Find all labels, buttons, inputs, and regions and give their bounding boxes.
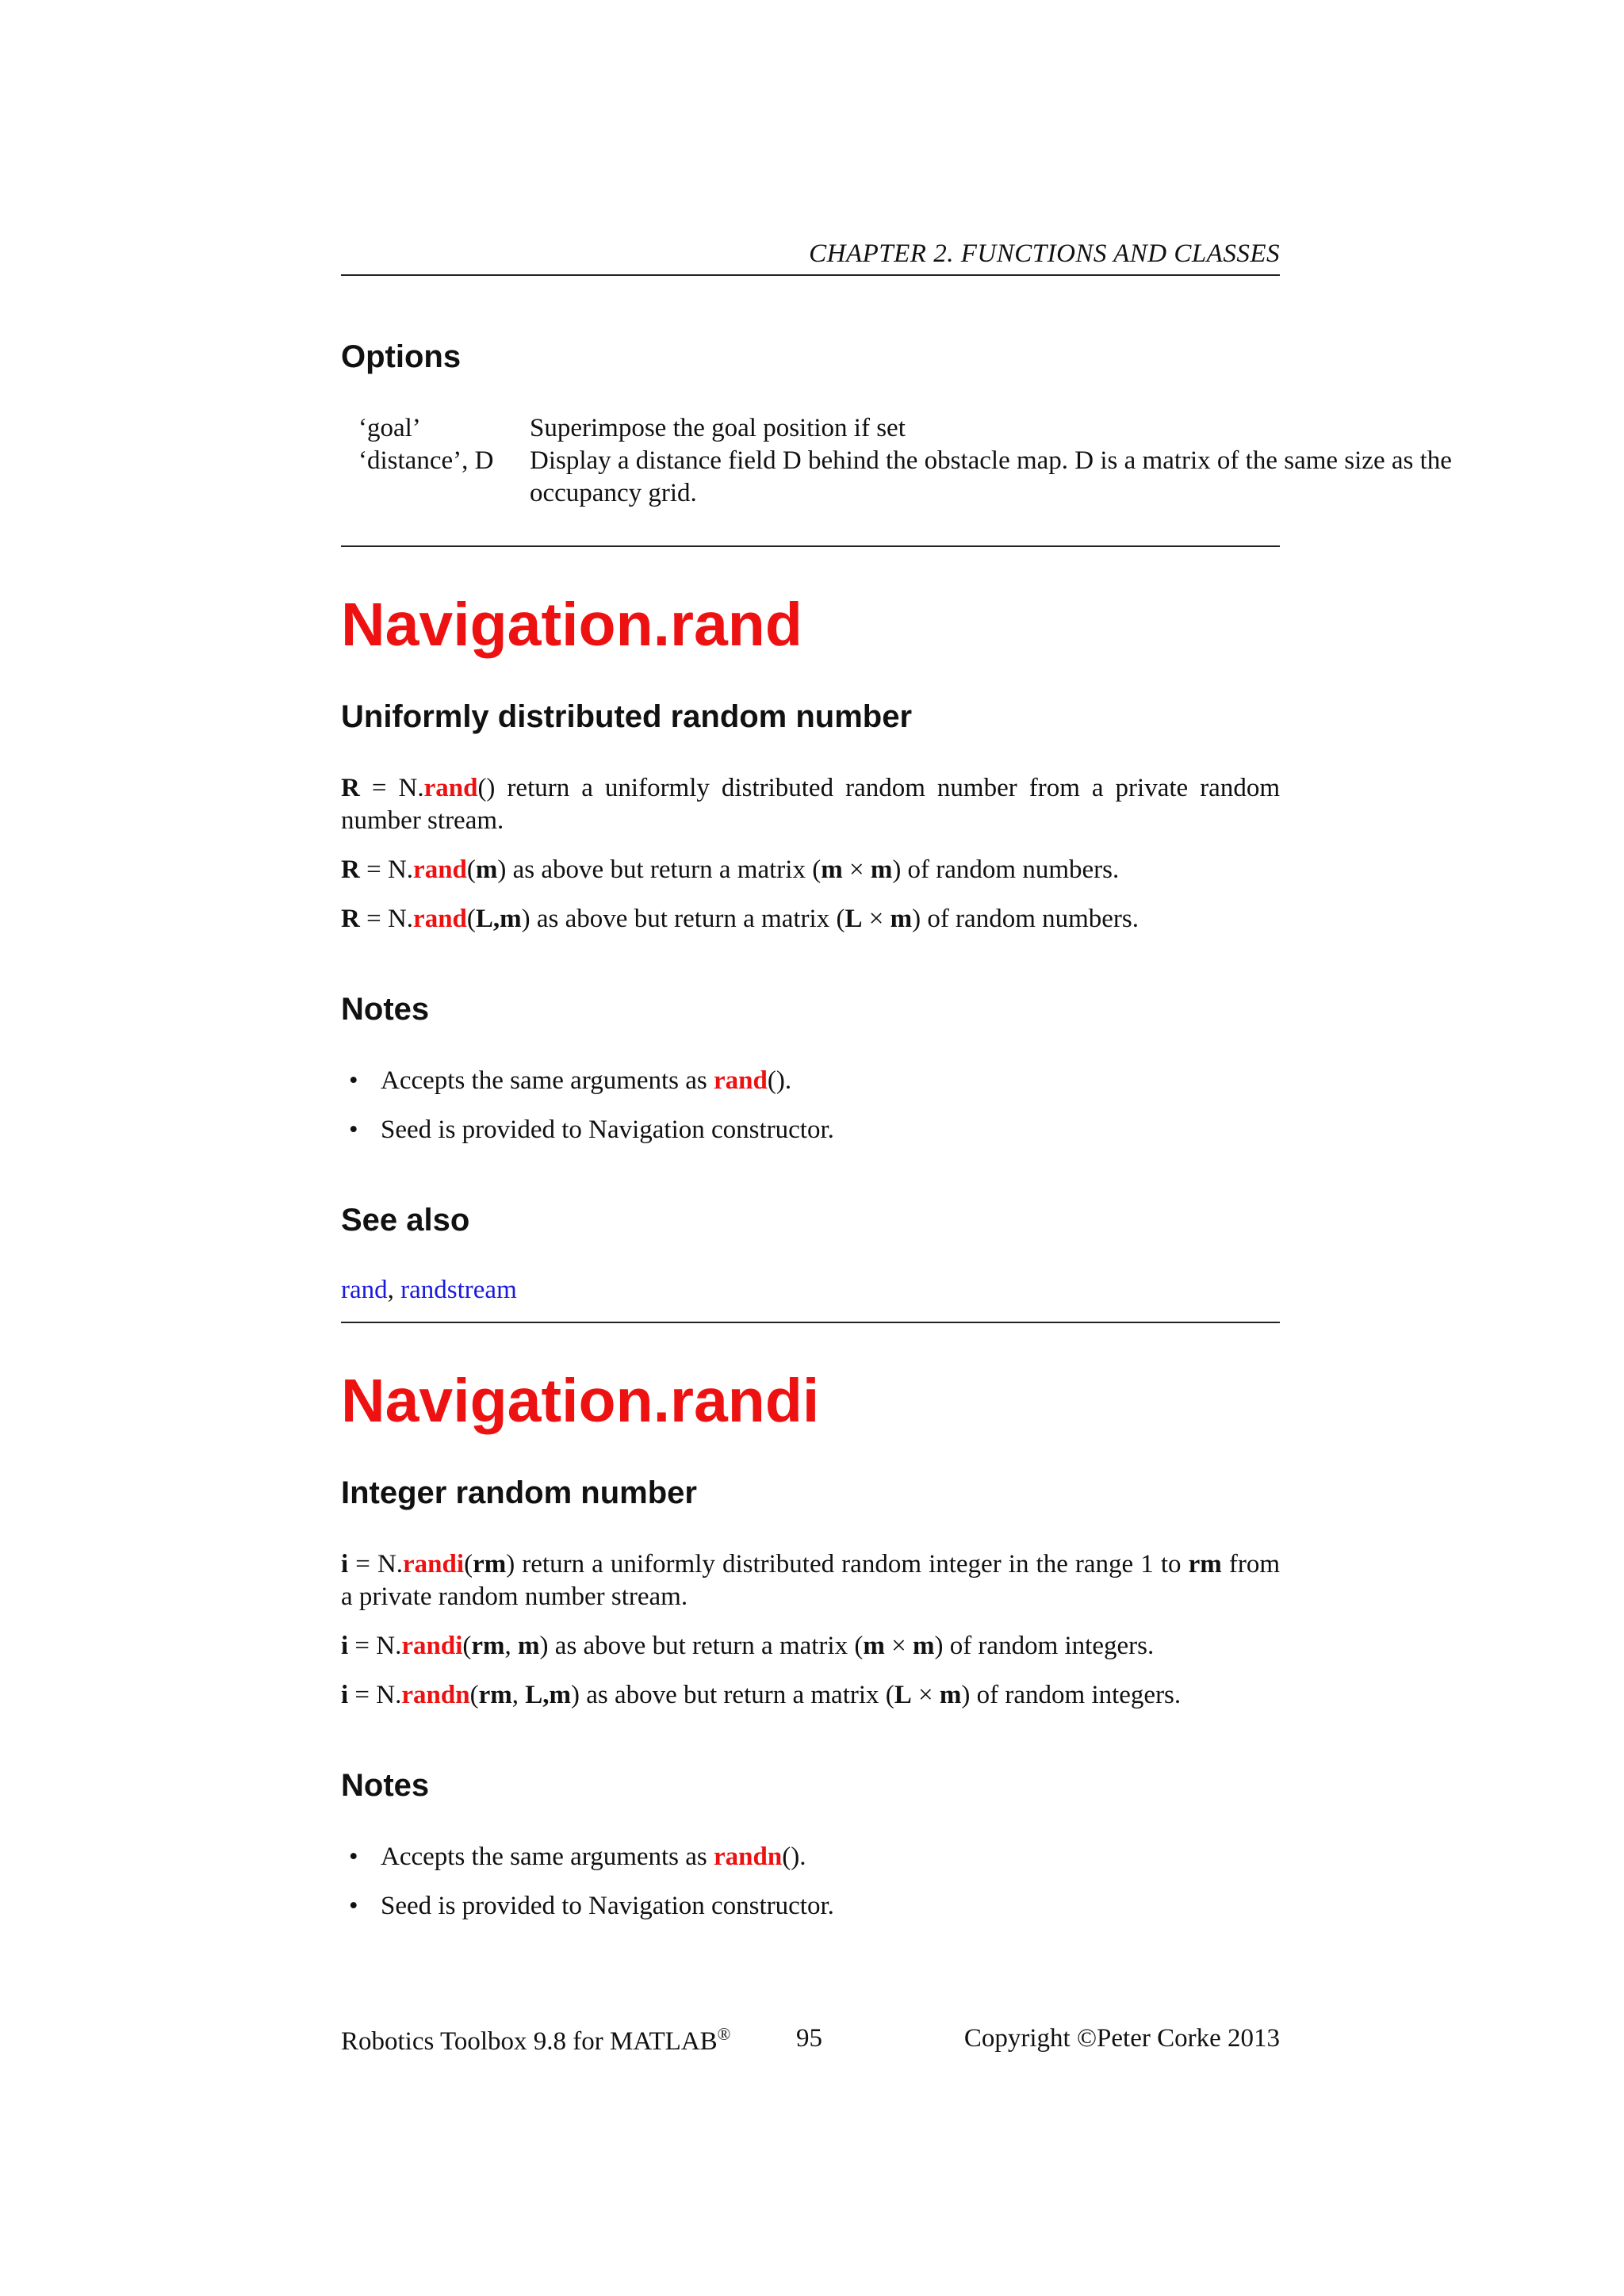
text: ) bbox=[539, 1632, 549, 1660]
paragraph-randi-3 bbox=[341, 1679, 1280, 1712]
text: × bbox=[862, 905, 891, 933]
text: Seed is provided to Navigation constructor. bbox=[381, 1115, 834, 1144]
text: ) of random numbers. bbox=[912, 905, 1139, 933]
text: = N. bbox=[359, 905, 414, 933]
arg: m bbox=[870, 855, 893, 884]
return-var: i bbox=[341, 1632, 349, 1660]
section-rule bbox=[341, 545, 1280, 547]
text: Accepts the same arguments as bbox=[381, 1843, 714, 1871]
options-table bbox=[358, 412, 1465, 510]
running-head: CHAPTER 2. FUNCTIONS AND CLASSES bbox=[809, 239, 1280, 268]
arg: rm bbox=[1188, 1550, 1222, 1578]
bullet-icon: • bbox=[349, 1892, 358, 1920]
document-page bbox=[341, 0, 1452, 2296]
text: , bbox=[387, 1276, 401, 1304]
paragraph-rand-2 bbox=[341, 854, 1280, 886]
section-subtitle-randi: Integer random number bbox=[341, 1475, 697, 1510]
header-rule bbox=[341, 274, 1280, 276]
arg: rm bbox=[471, 1632, 505, 1660]
paragraph-rand-3 bbox=[341, 903, 1280, 936]
text: , bbox=[511, 1681, 526, 1709]
arg: m bbox=[890, 905, 913, 933]
text: ) bbox=[497, 855, 507, 884]
notes-heading-rand: Notes bbox=[341, 992, 430, 1027]
text: as above but return a matrix ( bbox=[579, 1681, 894, 1709]
text: Robotics Toolbox 9.8 for MATLAB bbox=[341, 2027, 718, 2056]
link-rand[interactable]: rand bbox=[341, 1276, 388, 1304]
note-item bbox=[349, 1841, 806, 1873]
page-number: 95 bbox=[796, 2024, 822, 2053]
see-also-links bbox=[341, 1276, 517, 1305]
link-randstream[interactable]: randstream bbox=[400, 1276, 517, 1304]
arg: m bbox=[912, 1632, 935, 1660]
text: ( bbox=[469, 1681, 479, 1709]
text: ( bbox=[462, 1632, 472, 1660]
text: = N. bbox=[348, 1632, 402, 1660]
text: () bbox=[477, 774, 496, 802]
text: ) bbox=[521, 905, 530, 933]
section-rule bbox=[341, 1322, 1280, 1323]
function-name: randn bbox=[401, 1681, 470, 1709]
return-var: R bbox=[341, 774, 360, 802]
bullet-icon: • bbox=[349, 1843, 358, 1871]
function-name: rand bbox=[413, 855, 467, 884]
text: ( bbox=[466, 905, 476, 933]
arg: m bbox=[518, 1632, 540, 1660]
text: ) bbox=[570, 1681, 580, 1709]
arg: L bbox=[845, 905, 863, 933]
arg: m bbox=[863, 1632, 885, 1660]
arg: L,m bbox=[475, 905, 522, 933]
paragraph-randi-2 bbox=[341, 1630, 1280, 1663]
text: ) bbox=[506, 1550, 515, 1578]
text: ( bbox=[466, 855, 476, 884]
text: return a uniformly distributed random integer in the range 1 to bbox=[515, 1550, 1189, 1578]
text: , bbox=[504, 1632, 519, 1660]
return-var: i bbox=[341, 1681, 349, 1709]
text: (). bbox=[767, 1066, 792, 1095]
function-name: rand bbox=[714, 1066, 768, 1095]
function-name: randn bbox=[714, 1843, 783, 1871]
bullet-icon: • bbox=[349, 1115, 358, 1144]
text: = N. bbox=[359, 855, 414, 884]
text: as above but return a matrix ( bbox=[548, 1632, 864, 1660]
section-title-randi: Navigation.randi bbox=[341, 1367, 820, 1435]
see-also-heading: See also bbox=[341, 1203, 470, 1238]
text: Seed is provided to Navigation constructor. bbox=[381, 1892, 834, 1920]
option-row-distance bbox=[358, 445, 1465, 510]
arg: L bbox=[894, 1681, 912, 1709]
arg: L,m bbox=[525, 1681, 571, 1709]
option-key: ‘goal’ bbox=[358, 414, 421, 442]
text: return a uniformly distributed random number from a private random number stream. bbox=[341, 774, 1280, 835]
option-key: ‘distance’, D bbox=[358, 446, 494, 475]
arg: m bbox=[939, 1681, 962, 1709]
return-var: R bbox=[341, 905, 360, 933]
text: ) of random integers. bbox=[934, 1632, 1155, 1660]
arg: m bbox=[475, 855, 498, 884]
return-var: R bbox=[341, 855, 360, 884]
footer-copyright: Copyright ©Peter Corke 2013 bbox=[963, 2024, 1280, 2053]
function-name: rand bbox=[413, 905, 467, 933]
text: ( bbox=[464, 1550, 473, 1578]
function-name: rand bbox=[423, 774, 478, 802]
note-item bbox=[349, 1114, 834, 1146]
arg: rm bbox=[478, 1681, 512, 1709]
text: × bbox=[884, 1632, 913, 1660]
arg: m bbox=[821, 855, 843, 884]
text: as above but return a matrix ( bbox=[530, 905, 845, 933]
section-title-rand: Navigation.rand bbox=[341, 591, 802, 659]
text: ) of random integers. bbox=[961, 1681, 1182, 1709]
bullet-icon: • bbox=[349, 1066, 358, 1095]
arg: rm bbox=[473, 1550, 507, 1578]
function-name: randi bbox=[403, 1550, 465, 1578]
text: as above but return a matrix ( bbox=[506, 855, 822, 884]
footer-title bbox=[341, 2024, 730, 2057]
registered-mark: ® bbox=[717, 2024, 731, 2044]
notes-heading-randi: Notes bbox=[341, 1768, 430, 1803]
return-var: i bbox=[341, 1550, 349, 1578]
text: = N. bbox=[348, 1550, 404, 1578]
function-name: randi bbox=[401, 1632, 463, 1660]
text: = N. bbox=[359, 774, 424, 802]
text: × bbox=[911, 1681, 940, 1709]
text: ) of random numbers. bbox=[892, 855, 1120, 884]
section-subtitle-rand: Uniformly distributed random number bbox=[341, 699, 913, 734]
text: Accepts the same arguments as bbox=[381, 1066, 714, 1095]
note-item bbox=[349, 1065, 792, 1097]
text: = N. bbox=[348, 1681, 402, 1709]
option-row-goal bbox=[358, 412, 1465, 445]
text: × bbox=[842, 855, 871, 884]
option-desc: Display a distance field D behind the obstacle map. D is a matrix of the same size as the occupancy grid. bbox=[530, 446, 1452, 507]
paragraph-randi-1 bbox=[341, 1548, 1280, 1613]
text: from a private random number stream. bbox=[341, 1550, 1280, 1611]
option-desc: Superimpose the goal position if set bbox=[530, 414, 906, 442]
paragraph-rand-1 bbox=[341, 772, 1280, 837]
text: (). bbox=[782, 1843, 806, 1871]
options-heading: Options bbox=[341, 339, 462, 374]
note-item bbox=[349, 1890, 834, 1923]
